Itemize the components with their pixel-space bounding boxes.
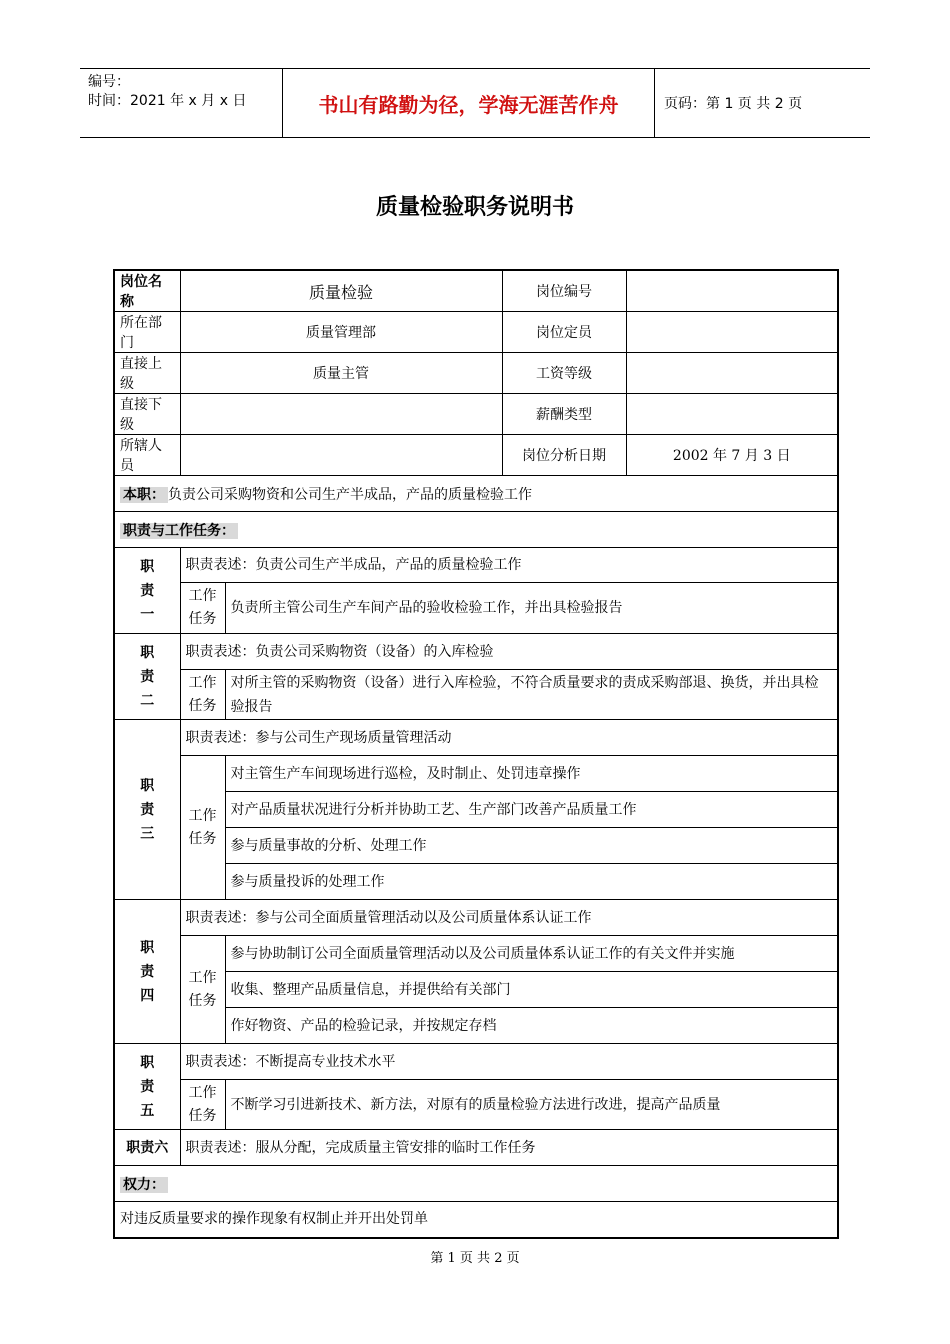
task-item: 不断学习引进新技术、新方法，对原有的质量检验方法进行改进，提高产品质量 xyxy=(225,1080,838,1130)
supervisor-label: 直接上级 xyxy=(114,353,180,394)
staff-value xyxy=(180,435,502,476)
department-value: 质量管理部 xyxy=(180,312,502,353)
task-item: 对主管生产车间现场进行巡检，及时制止、处罚违章操作 xyxy=(225,756,838,792)
supervisor-value: 质量主管 xyxy=(180,353,502,394)
position-code-value xyxy=(626,270,838,312)
header-page-info: 页码：第 1 页 共 2 页 xyxy=(664,96,803,112)
task-item: 参与质量事故的分析、处理工作 xyxy=(225,828,838,864)
staffing-value xyxy=(626,312,838,353)
duty-summary-text: 负责公司采购物资和公司生产半成品，产品的质量检验工作 xyxy=(168,486,532,503)
duties-heading: 职责与工作任务： xyxy=(120,523,238,539)
task-item: 负责所主管公司生产车间产品的验收检验工作，并出具检验报告 xyxy=(225,583,838,634)
staff-label: 所辖人员 xyxy=(114,435,180,476)
analysis-date-label: 岗位分析日期 xyxy=(502,435,626,476)
task-item: 收集、整理产品质量信息，并提供给有关部门 xyxy=(225,972,838,1008)
duty-name: 职责四 xyxy=(114,900,180,1044)
salary-grade-value xyxy=(626,353,838,394)
authority-text: 对违反质量要求的操作现象有权制止并开出处罚单 xyxy=(114,1202,838,1238)
subordinate-value xyxy=(180,394,502,435)
analysis-date-value: 2002 年 7 月 3 日 xyxy=(626,435,838,476)
pay-type-label: 薪酬类型 xyxy=(502,394,626,435)
task-item: 对所主管的采购物资（设备）进行入库检验，不符合质量要求的责成采购部退、换货，并出具检验报告 xyxy=(225,670,838,720)
header-motto: 书山有路勤为径，学海无涯苦作舟 xyxy=(282,69,655,137)
subordinate-label: 直接下级 xyxy=(114,394,180,435)
department-label: 所在部门 xyxy=(114,312,180,353)
duty-name: 职责二 xyxy=(114,634,180,720)
task-label: 工作任务 xyxy=(180,583,225,634)
salary-grade-label: 工资等级 xyxy=(502,353,626,394)
duty-description: 职责表述：不断提高专业技术水平 xyxy=(180,1044,838,1080)
task-label: 工作任务 xyxy=(180,670,225,720)
job-description-table xyxy=(113,269,839,1239)
task-item: 参与协助制订公司全面质量管理活动以及公司质量体系认证工作的有关文件并实施 xyxy=(225,936,838,972)
duty-name: 职责六 xyxy=(114,1130,180,1166)
duty-name: 职责一 xyxy=(114,548,180,634)
authority-label: 权力： xyxy=(120,1177,168,1193)
document-header xyxy=(80,68,870,138)
number-label: 编号： xyxy=(88,74,130,90)
task-label: 工作任务 xyxy=(180,1080,225,1130)
time-label: 时间：2021 年 x 月 x 日 xyxy=(88,93,247,109)
header-meta xyxy=(88,73,246,111)
duty-summary-label: 本职： xyxy=(120,487,168,503)
task-item: 参与质量投诉的处理工作 xyxy=(225,864,838,900)
duty-name: 职责三 xyxy=(114,720,180,900)
duty-description: 职责表述：服从分配，完成质量主管安排的临时工作任务 xyxy=(180,1130,838,1166)
position-name-label: 岗位名称 xyxy=(114,270,180,312)
staffing-label: 岗位定员 xyxy=(502,312,626,353)
task-item: 作好物资、产品的检验记录，并按规定存档 xyxy=(225,1008,838,1044)
position-code-label: 岗位编号 xyxy=(502,270,626,312)
duty-summary xyxy=(114,476,838,512)
duties-heading-cell xyxy=(114,512,838,548)
duty-description: 职责表述：负责公司采购物资（设备）的入库检验 xyxy=(180,634,838,670)
task-label: 工作任务 xyxy=(180,936,225,1044)
position-name-value: 质量检验 xyxy=(180,270,502,312)
duty-description: 职责表述：参与公司生产现场质量管理活动 xyxy=(180,720,838,756)
page-footer: 第 1 页 共 2 页 xyxy=(430,1251,520,1266)
authority-heading-cell xyxy=(114,1166,838,1202)
duty-description: 职责表述：负责公司生产半成品，产品的质量检验工作 xyxy=(180,548,838,583)
duty-name: 职责五 xyxy=(114,1044,180,1130)
task-item: 对产品质量状况进行分析并协助工艺、生产部门改善产品质量工作 xyxy=(225,792,838,828)
pay-type-value xyxy=(626,394,838,435)
task-label: 工作任务 xyxy=(180,756,225,900)
duty-description: 职责表述：参与公司全面质量管理活动以及公司质量体系认证工作 xyxy=(180,900,838,936)
document-title: 质量检验职务说明书 xyxy=(375,195,574,220)
